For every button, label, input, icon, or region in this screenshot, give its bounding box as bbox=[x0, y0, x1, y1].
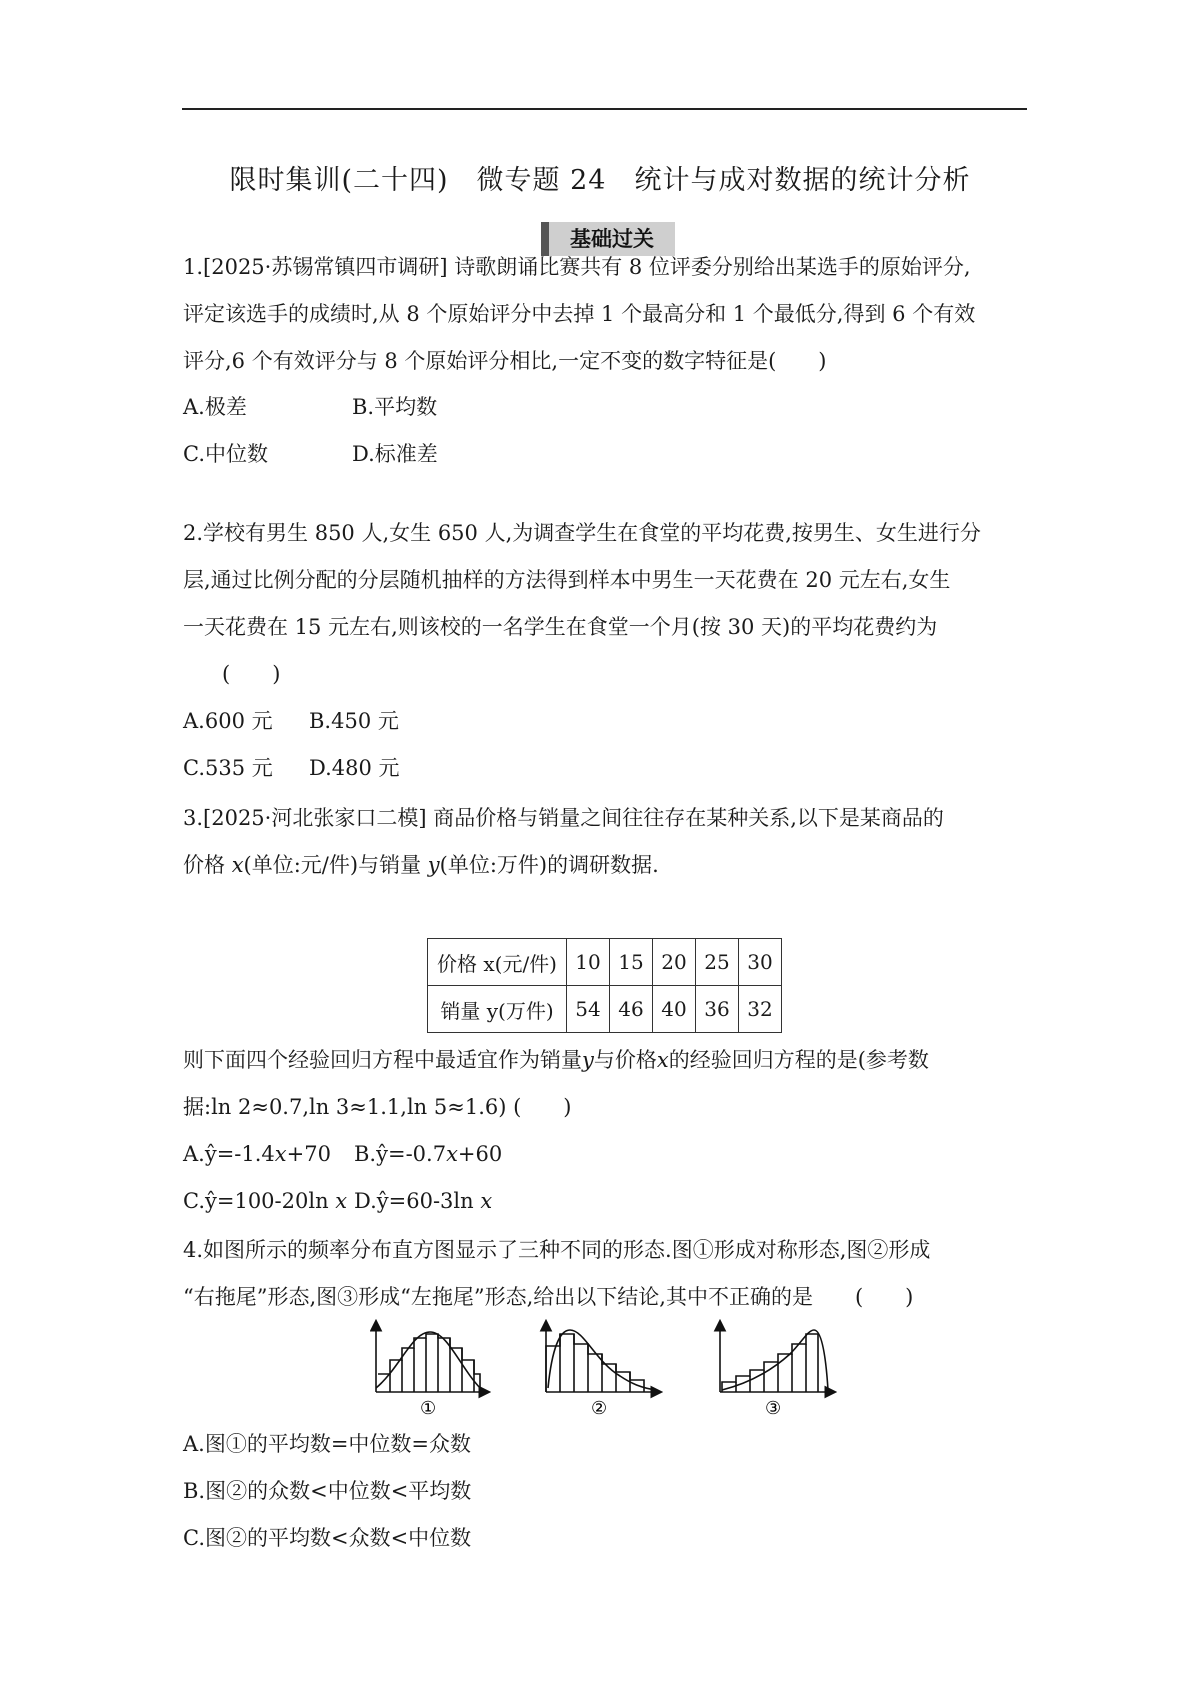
q4-option-b: B.图②的众数<中位数<平均数 bbox=[183, 1479, 472, 1503]
q3-line-4: 据:ln 2≈0.7,ln 3≈1.1,ln 5≈1.6) ( ) bbox=[183, 1095, 572, 1119]
q3-option-b-tail: +60 bbox=[457, 1142, 503, 1166]
table-cell: 46 bbox=[610, 986, 653, 1033]
histogram-right-tail bbox=[546, 1322, 660, 1392]
q3-var-y: y bbox=[582, 1048, 594, 1072]
q1-line-3: 评分,6 个有效评分与 8 个原始评分相比,一定不变的数字特征是( ) bbox=[183, 349, 827, 373]
table-cell: 40 bbox=[653, 986, 696, 1033]
q3-line-2-text-b: (单位:元/件)与销量 bbox=[243, 853, 428, 877]
q3-var-x: x bbox=[480, 1189, 493, 1213]
q3-option-a-text: A.ŷ=-1.4 bbox=[183, 1142, 275, 1166]
q3-var-x: x bbox=[274, 1142, 287, 1166]
histogram-left-tail bbox=[720, 1322, 834, 1392]
q2-option-d: D.480 元 bbox=[309, 756, 400, 780]
q3-option-b-text: B.ŷ=-0.7 bbox=[354, 1142, 447, 1166]
table-header-price: 价格 x(元/件) bbox=[428, 939, 567, 986]
q3-var-x: x bbox=[335, 1189, 348, 1213]
q3-line-3 bbox=[183, 1046, 929, 1074]
q3-var-y: y bbox=[427, 853, 440, 877]
q3-option-c-text: C.ŷ=100-20ln bbox=[183, 1189, 336, 1213]
q2-option-b: B.450 元 bbox=[309, 709, 399, 733]
page-title: 限时集训(二十四) 微专题 24 统计与成对数据的统计分析 bbox=[229, 165, 971, 196]
figure-label-1: ① bbox=[420, 1398, 437, 1418]
q1-option-a: A.极差 bbox=[183, 395, 247, 419]
q2-line-2: 层,通过比例分配的分层随机抽样的方法得到样本中男生一天花费在 20 元左右,女生 bbox=[183, 568, 951, 592]
table-cell: 25 bbox=[696, 939, 739, 986]
histogram-symmetric bbox=[376, 1322, 488, 1392]
q4-option-c: C.图②的平均数<众数<中位数 bbox=[183, 1526, 472, 1550]
q2-line-3: 一天花费在 15 元左右,则该校的一名学生在食堂一个月(按 30 天)的平均花费约为 bbox=[183, 615, 938, 639]
q3-line-2-text-a: 价格 bbox=[183, 853, 232, 877]
q3-option-a-tail: +70 bbox=[286, 1142, 331, 1166]
q3-option-c bbox=[183, 1187, 347, 1215]
q2-answer-paren: ( ) bbox=[222, 662, 281, 686]
q1-option-b: B.平均数 bbox=[352, 395, 438, 419]
q3-option-d-text: D.ŷ=60-3ln bbox=[354, 1189, 481, 1213]
q2-line-1: 2.学校有男生 850 人,女生 650 人,为调查学生在食堂的平均花费,按男生、女生进行分 bbox=[183, 521, 981, 545]
q3-line-1: 3.[2025·河北张家口二模] 商品价格与销量之间往往存在某种关系,以下是某商品的 bbox=[183, 806, 944, 830]
q3-line-3-text-a: 则下面四个经验回归方程中最适宜作为销量 bbox=[183, 1048, 582, 1072]
q3-var-x: x bbox=[656, 1048, 669, 1072]
table-cell: 32 bbox=[739, 986, 782, 1033]
table-cell: 15 bbox=[610, 939, 653, 986]
table-cell: 36 bbox=[696, 986, 739, 1033]
q4-line-2: “右拖尾”形态,图③形成“左拖尾”形态,给出以下结论,其中不正确的是 ( ) bbox=[183, 1285, 914, 1309]
price-sales-table bbox=[427, 938, 782, 1033]
q1-option-c: C.中位数 bbox=[183, 442, 268, 466]
q3-line-2-text-c: (单位:万件)的调研数据. bbox=[439, 853, 659, 877]
table-cell: 20 bbox=[653, 939, 696, 986]
table-cell: 30 bbox=[739, 939, 782, 986]
q3-option-a bbox=[183, 1140, 331, 1168]
top-rule bbox=[182, 108, 1027, 110]
table-row bbox=[428, 986, 782, 1033]
table-header-sales: 销量 y(万件) bbox=[428, 986, 567, 1033]
histogram-figures bbox=[370, 1318, 840, 1418]
table-cell: 10 bbox=[567, 939, 610, 986]
q1-line-1: 1.[2025·苏锡常镇四市调研] 诗歌朗诵比赛共有 8 位评委分别给出某选手的原始评分, bbox=[183, 255, 971, 279]
q4-option-a: A.图①的平均数=中位数=众数 bbox=[183, 1432, 472, 1456]
q3-var-x: x bbox=[446, 1142, 458, 1166]
q3-option-d bbox=[354, 1187, 492, 1215]
figure-label-3: ③ bbox=[765, 1398, 782, 1418]
q3-line-3-text-b: 与价格 bbox=[593, 1048, 657, 1072]
q4-line-1: 4.如图所示的频率分布直方图显示了三种不同的形态.图①形成对称形态,图②形成 bbox=[183, 1238, 931, 1262]
figure-label-2: ② bbox=[591, 1398, 608, 1418]
q1-option-d: D.标准差 bbox=[352, 442, 438, 466]
q3-option-b bbox=[354, 1140, 502, 1168]
q3-line-3-text-c: 的经验回归方程的是(参考数 bbox=[668, 1048, 929, 1072]
q2-option-a: A.600 元 bbox=[183, 709, 273, 733]
q1-line-2: 评定该选手的成绩时,从 8 个原始评分中去掉 1 个最高分和 1 个最低分,得到 6 个有效 bbox=[183, 302, 976, 326]
q3-line-2 bbox=[183, 851, 659, 879]
table-row bbox=[428, 939, 782, 986]
q3-var-x: x bbox=[231, 853, 244, 877]
q2-option-c: C.535 元 bbox=[183, 756, 273, 780]
table-cell: 54 bbox=[567, 986, 610, 1033]
section-tag: 基础过关 bbox=[541, 222, 675, 256]
